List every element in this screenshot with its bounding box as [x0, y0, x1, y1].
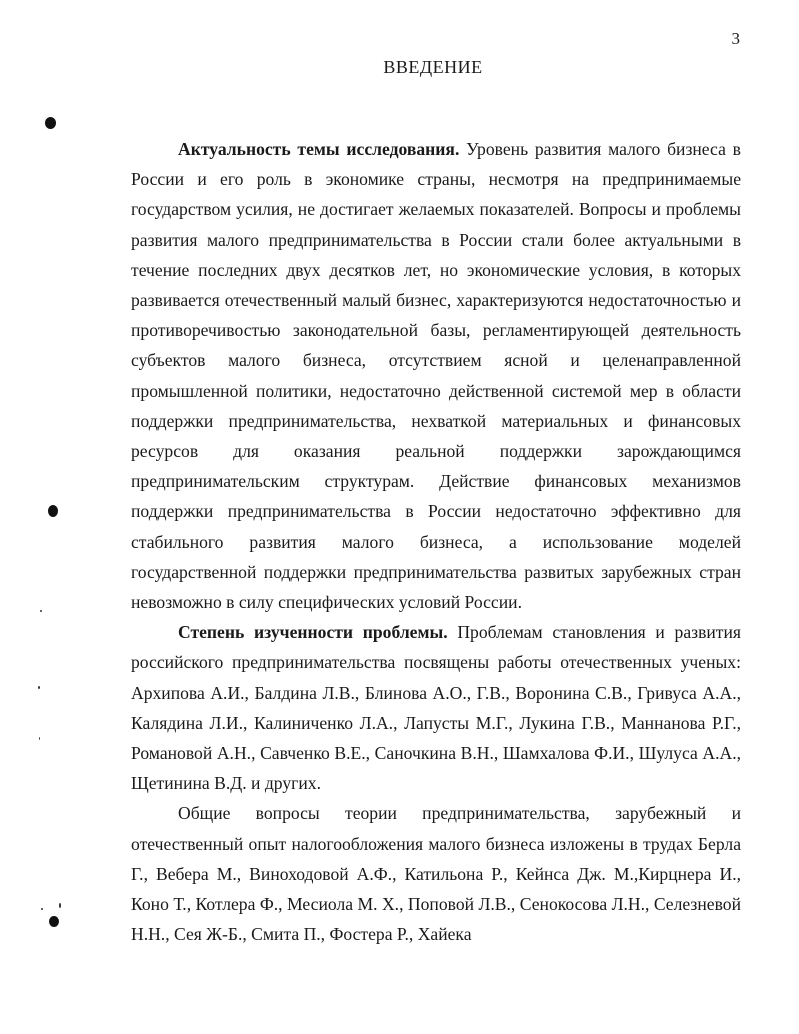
paragraph-relevance — [131, 134, 741, 617]
paragraph-study-degree — [131, 617, 741, 798]
binding-hole-mark — [45, 117, 56, 129]
scan-speck — [59, 903, 61, 908]
scan-speck — [38, 686, 40, 689]
paragraph-text: Общие вопросы теории предпринимательства, зарубежный и отечественный опыт налогообложения малого бизнеса изложены в трудах Берла Г., Вебера М., Виноходовой А.Ф., Катильона Р., Кейнса Дж. М.,Кирцнера И., Коно Т., Котлера Ф., Месиола М. Х., Поповой Л.В., Сенокосова Л.Н., Селезневой Н.Н., Сея Ж-Б., Смита П., Фостера Р., Хайека — [131, 803, 741, 945]
paragraph-text: Проблемам становления и развития российского предпринимательства посвящены работы отечественных ученых: Архипова А.И., Балдина Л.В., Блинова А.О., Г.В., Воронина С.В., Гривуса А.А., Калядина Л.И., Калиниченко Л.А., Лапусты М.Г., Лукина Г.В., Маннанова Р.Г., Романовой А.Н., Савченко В.Е., Саночкина В.Н., Шамхалова Ф.И., Шулуса А.А., Щетинина В.Д. и других. — [131, 622, 741, 794]
paragraph-lead: Степень изученности проблемы. — [178, 622, 448, 643]
binding-hole-mark — [48, 505, 58, 517]
document-body — [131, 134, 741, 949]
binding-hole-mark — [49, 916, 59, 927]
scan-speck — [41, 908, 43, 910]
scan-speck — [40, 610, 42, 612]
paragraph-lead: Актуальность темы исследования. — [178, 139, 460, 159]
page-number: 3 — [731, 29, 740, 48]
paragraph-general-questions — [131, 798, 741, 949]
page-title: ВВЕДЕНИЕ — [383, 57, 483, 77]
paragraph-text: Уровень развития малого бизнеса в России и его роль в экономике страны, несмотря на предпринимаемые государством усилия, не достигает желаемых показателей. Вопросы и проблемы развития малого предпринимательства в России стали более актуальными в течение последних двух десятков лет, но экономические условия, в которых развивается отечественный малый бизнес, характеризуются недостаточностью и противоречивостью законодательной базы, регламентирующей деятельность субъектов малого бизнеса, отсутствием ясной и целенаправленной промышленной политики, недостаточно действенной системой мер в области поддержки предпринимательства, нехваткой материальных и финансовых ресурсов для оказания реальной поддержки зарождающимся предпринимательским структурам. Действие финансовых механизмов поддержки предпринимательства в России недостаточно эффективно для стабильного развития малого бизнеса, а использование моделей государственной поддержки предпринимательства развитых зарубежных стран невозможно в силу специфических условий России. — [131, 139, 741, 613]
scan-speck — [39, 737, 40, 740]
